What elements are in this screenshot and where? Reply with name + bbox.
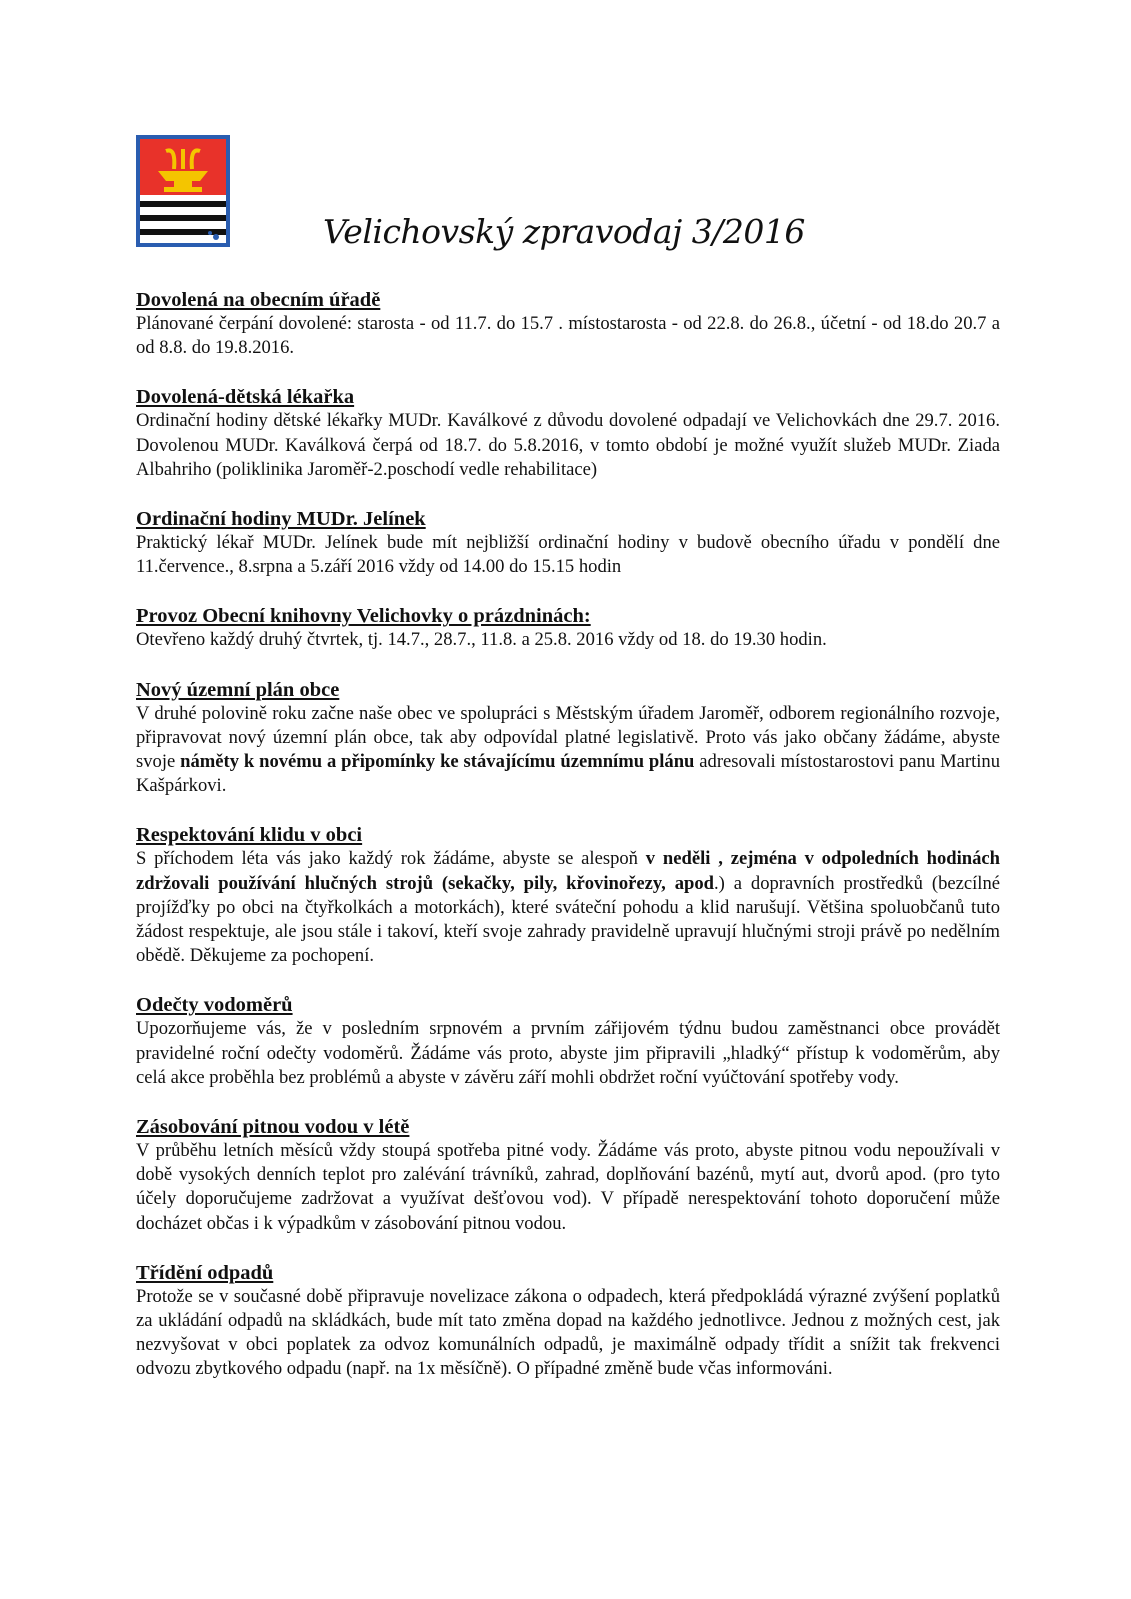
text-part: adresovali místostarostovi panu Martinu Kašpárkovi.: [136, 751, 1001, 797]
newsletter-title: Velichovský zpravodaj 3/2016: [323, 212, 805, 251]
section-heading: Zásobování pitnou vodou v létě: [136, 1116, 410, 1139]
section-heading: Dovolená-dětská lékařka: [136, 386, 355, 409]
section-heading: Provoz Obecní knihovny Velichovky o prázdninách:: [136, 605, 591, 628]
section-heading: Nový územní plán obce: [136, 678, 340, 701]
section-text: Ordinační hodiny dětské lékařky MUDr. Kaválkové z důvodu dovolené odpadají ve Velichovkách dne 29.7. 2016. Dovolenou MUDr. Kaválková čerpá od 18.7. do 5.8.2016, v tomto období je možné využít služeb MUDr. Ziada Albahriho (poliklinika Jaroměř-2.poschodí vedle rehabilitace): [136, 410, 1000, 480]
village-coat-of-arms-logo: [136, 135, 230, 247]
section-text: Protože se v současné době připravuje novelizace zákona o odpadech, která předpokládá výrazné zvýšení poplatků za ukládání odpadů na skládkách, bude mít tato změna dopad na každého jednotlivce. Jednou z možných cest, jak nezvyšovat v obci poplatek za odvoz komunálních odpadů, je maximálně odpady třídit a snížit tak frekvenci odvozu zbytkového odpadu (např. na 1x měsíčně). O případné změně bude včas informováni.: [136, 1285, 1000, 1380]
section-heading: Třídění odpadů: [136, 1261, 274, 1284]
section-pediatrician-vacation: [136, 385, 1000, 482]
section-text: Praktický lékař MUDr. Jelínek bude mít nejbližší ordinační hodiny v budově obecního úřadu v pondělí dne 11.července., 8.srpna a 5.září 2016 vždy od 14.00 do 15.15 hodin: [136, 532, 1000, 578]
section-water-supply: [136, 1115, 1000, 1236]
section-heading: Odečty vodoměrů: [136, 994, 293, 1017]
section-zoning-plan: [136, 678, 1000, 799]
section-doctor-hours: [136, 507, 1000, 579]
section-water-meters: [136, 993, 1000, 1090]
section-text: [136, 702, 1000, 799]
section-vacation-office: [136, 288, 1000, 360]
section-heading: Dovolená na obecním úřadě: [136, 289, 381, 311]
section-text: Otevřeno každý druhý čtvrtek, tj. 14.7., 28.7., 11.8. a 25.8. 2016 vždy od 18. do 19.30 hodin.: [136, 629, 827, 651]
text-part: .) a dopravních prostředků (bezcílné projížďky po obci na čtyřkolkách a motorkách), které sváteční pohodu a klid narušují. Většina spoluobčanů tuto žádost respektuje, ale jsou stále i takoví, kteří svoje zahrady pravidelně upravují hlučnými stroji právě po nedělním obědě. Děkujeme za pochopení.: [136, 872, 1001, 967]
section-text: Upozorňujeme vás, že v posledním srpnovém a prvním zářijovém týdnu budou zaměstnanci obce provádět pravidelné roční odečty vodoměrů. Žádáme vás proto, abyste jim připravili „hladký“ přístup k vodoměrům, aby celá akce proběhla bez problémů a abyste v závěru září mohli obdržet roční vyúčtování spotřeby vody.: [136, 1018, 1000, 1088]
section-heading: Ordinační hodiny MUDr. Jelínek: [136, 508, 426, 531]
text-part: V druhé polovině roku začne naše obec ve spolupráci s Městským úřadem Jaroměř, odborem regionálního rozvoje, připravovat nový územní plán obce, tak aby odpovídal platné legislativě. Proto vás jako občany žádáme, abyste svoje: [136, 702, 1000, 773]
section-text: [136, 847, 1000, 968]
section-waste-sorting: [136, 1261, 1000, 1382]
section-text: Plánované čerpání dovolené: starosta - od 11.7. do 15.7 . místostarosta - od 22.8. do 26.8., účetní - od 18.do 20.7 a od 8.8. do 19.8.2016.: [136, 313, 1000, 359]
section-text: V průběhu letních měsíců vždy stoupá spotřeba pitné vody. Žádáme vás proto, abyste pitnou vodu nepoužívali v době vysokých denních teplot pro zalévání trávníků, zahrad, doplňování bazénů, mytí aut, dvorů apod. (pro tyto účely doporučujeme zadržovat a využívat dešťovou vod). V případě nerespektování tohoto doporučení může docházet občas i k výpadkům v zásobování pitnou vodou.: [136, 1140, 1000, 1234]
section-library-hours: [136, 604, 1000, 652]
text-part: S příchodem léta vás jako každý rok žádáme, abyste se alespoň: [136, 848, 646, 870]
section-quiet-hours: [136, 823, 1000, 968]
bold-text-part: v neděli , zejména v odpoledních hodinách zdržovali používání hlučných strojů (sekačky, pily, křovinořezy, apod: [136, 848, 1001, 894]
newsletter-content: [136, 288, 1000, 1407]
section-heading: Respektování klidu v obci: [136, 824, 363, 847]
bold-text-part: náměty k novému a připomínky ke stávajícímu územnímu plánu: [180, 751, 695, 773]
